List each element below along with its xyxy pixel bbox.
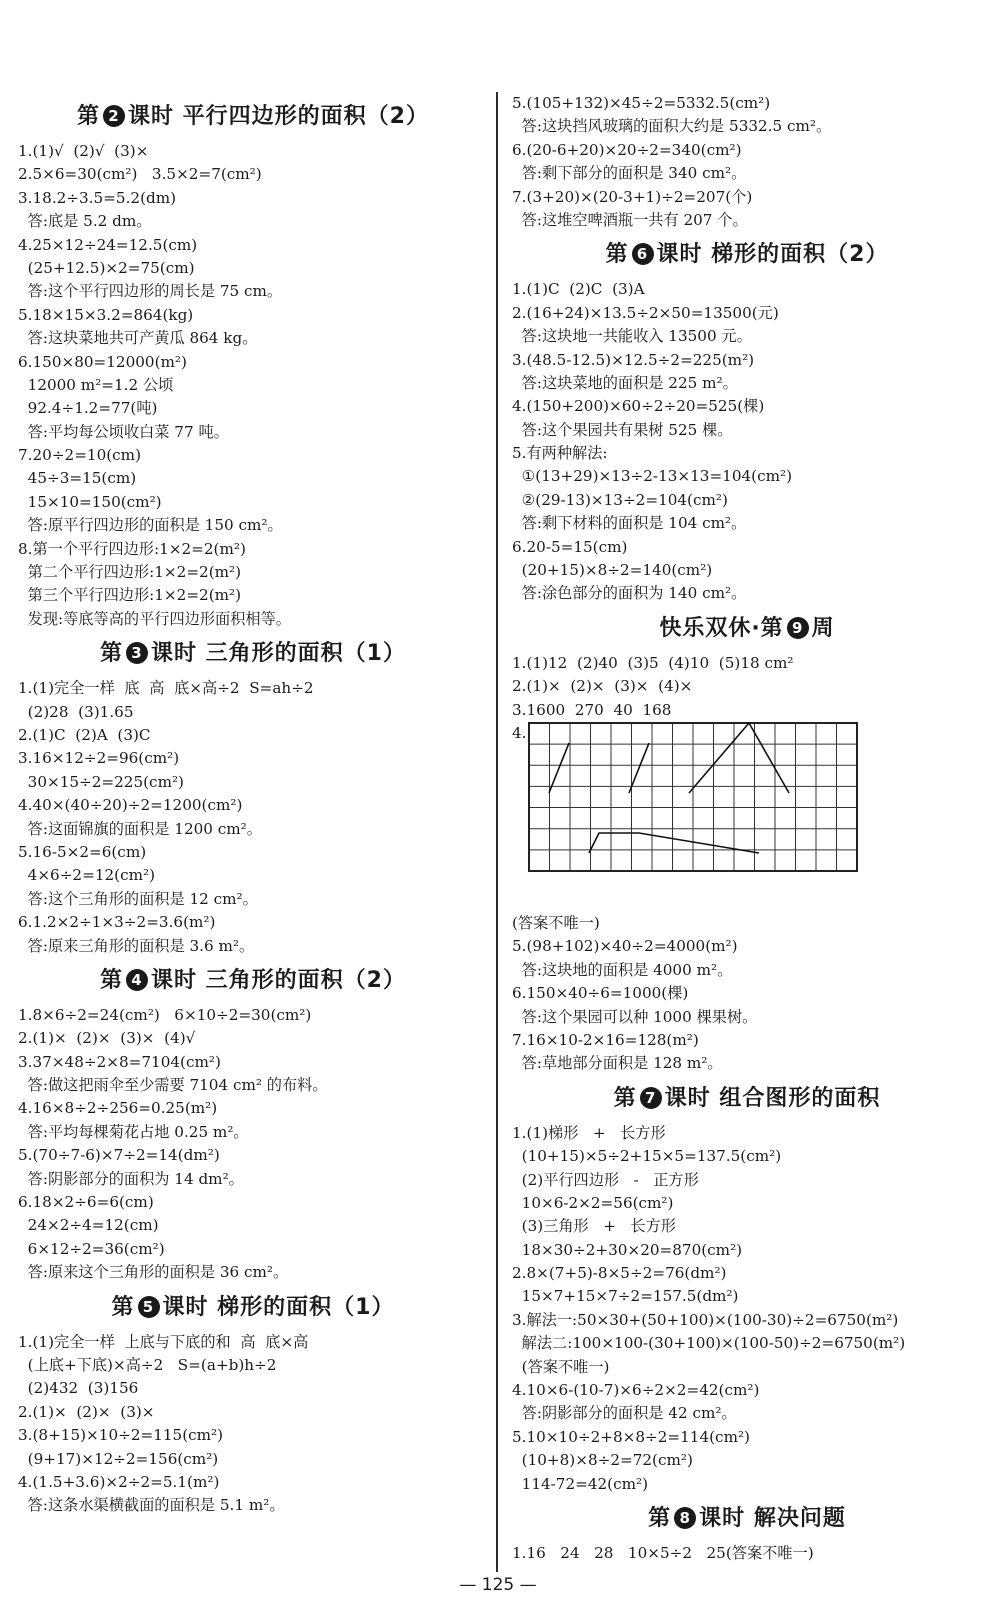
answer-line: 1.(1)√ (2)√ (3)× [18,142,149,160]
answer-line: 答:这个果园共有果树 525 棵。 [512,420,733,439]
answer-line: 2.8×(7+5)-8×5÷2=76(dm²) [512,1264,727,1283]
answer-line: 7.16×10-2×16=128(m²) [512,1030,699,1049]
answer-block [512,652,982,722]
answer-block [512,912,982,1076]
answer-line: 答:这个三角形的面积是 12 cm²。 [18,889,258,908]
section-heading-lesson-6: 第 6 课时 梯形的面积（2） [605,242,889,268]
answer-line: 45÷3=15(cm) [18,469,137,488]
answer-line: 答:原来三角形的面积是 3.6 m²。 [18,936,255,955]
answer-line: 3.解法一:50×30+(50+100)×(100-30)÷2=6750(m²) [512,1310,899,1329]
answer-line: 答:这块菜地的面积是 225 m²。 [512,373,738,392]
answer-line: 5.10×10÷2+8×8÷2=114(cm²) [512,1427,750,1446]
answer-line: 3.(8+15)×10÷2=115(cm²) [18,1426,224,1445]
answer-line: 15×7+15×7÷2=157.5(dm²) [512,1287,739,1306]
answer-line: 4.(1.5+3.6)×2÷2=5.1(m²) [18,1472,220,1491]
answer-line: 答:阴影部分的面积是 42 cm²。 [512,1404,737,1423]
answer-line: 第三个平行四边形:1×2=2(m²) [18,586,242,605]
answer-line: (3)三角形 + 长方形 [512,1217,676,1236]
answer-line: (2)432 (3)156 [18,1379,139,1398]
lesson-number-badge: 2 [103,105,125,127]
section-heading-lesson-4: 第 4 课时 三角形的面积（2） [100,967,406,993]
answer-line: (9+17)×12÷2=156(cm²) [18,1449,219,1468]
answer-line: 答:这堆空啤酒瓶一共有 207 个。 [512,210,748,229]
answer-line: 18×30÷2+30×20=870(cm²) [512,1240,743,1259]
answer-line: 答:草地部分面积是 128 m²。 [512,1054,723,1073]
parallelogram-segment-1 [549,743,569,793]
right-column [512,92,982,1565]
answer-line: (20+15)×8÷2=140(cm²) [512,561,713,580]
answer-line: 4.40×(40÷20)÷2=1200(cm²) [18,796,243,815]
answer-line: 答:剩下材料的面积是 104 cm²。 [512,514,747,533]
answer-line: 答:原平行四边形的面积是 150 cm²。 [18,516,283,535]
answer-line: 答:这个果园可以种 1000 棵果树。 [512,1007,758,1026]
answer-line: 15×10=150(cm²) [18,492,162,511]
answer-block [18,677,488,958]
lesson-number-badge: 6 [632,243,654,265]
section-heading-weekend-9: 快乐双休·第 9 周 [659,615,835,641]
answer-line: ①(13+29)×13÷2-13×13=104(cm²) [512,467,793,486]
answer-line: 5.(105+132)×45÷2=5332.5(cm²) [512,94,771,112]
answer-line: 1.(1)梯形 + 长方形 [512,1123,666,1142]
answer-line: 解法二:100×100-(30+100)×(100-50)÷2=6750(m²) [512,1334,906,1353]
answer-line: 12000 m²=1.2 公顷 [18,375,174,394]
answer-line: 2.(1)× (2)× (3)× [18,1402,155,1421]
answer-line: 答:做这把雨伞至少需要 7104 cm² 的布料。 [18,1076,328,1095]
answer-block [512,1542,982,1565]
answer-line: (答案不唯一) [512,913,600,932]
answer-line: 答:剩下部分的面积是 340 cm²。 [512,164,747,183]
answer-block [18,1331,488,1518]
answer-line: 10×6-2×2=56(cm²) [512,1193,674,1212]
answer-line: 3.16×12÷2=96(cm²) [18,749,180,768]
answer-line: (10+8)×8÷2=72(cm²) [512,1451,693,1470]
answer-line: 7.(3+20)×(20-3+1)÷2=207(个) [512,187,753,206]
answer-line: 5.有两种解法: [512,444,608,463]
answer-line: (上底+下底)×高÷2 S=(a+b)h÷2 [18,1355,277,1374]
answer-line: ②(29-13)×13÷2=104(cm²) [512,490,728,509]
answer-line: 答:底是 5.2 dm。 [18,212,152,231]
answer-line: 答:原来这个三角形的面积是 36 cm²。 [18,1263,289,1282]
answer-line: 5.(98+102)×40÷2=4000(m²) [512,937,738,956]
answer-block [512,1122,982,1496]
answer-line: 4×6÷2=12(cm²) [18,866,155,885]
section-heading-lesson-3: 第 3 课时 三角形的面积（1） [100,641,406,667]
section-heading-lesson-5: 第 5 课时 梯形的面积（1） [111,1294,395,1320]
answer-line: 3.1600 270 40 168 [512,700,672,719]
week-number-badge: 9 [787,617,809,639]
answer-block [512,92,982,232]
answer-block [18,140,488,631]
answer-line: 答:这个平行四边形的周长是 75 cm。 [18,282,283,301]
answer-line: (2)28 (3)1.65 [18,702,134,721]
answer-line: 答:这块挡风玻璃的面积大约是 5332.5 cm²。 [512,117,832,136]
answer-line: 第二个平行四边形:1×2=2(m²) [18,563,242,582]
lesson-number-badge: 7 [640,1087,662,1109]
answer-line: 发现:等底等高的平行四边形面积相等。 [18,609,291,628]
answer-line: 4.10×6-(10-7)×6÷2×2=42(cm²) [512,1381,760,1400]
answer-line: 92.4÷1.2=77(吨) [18,399,158,418]
answer-line: (答案不唯一) [512,1357,610,1376]
answer-line: 1.(1)完全一样 底 高 底×高÷2 S=ah÷2 [18,679,314,698]
answer-line: 6.1.2×2÷1×3÷2=3.6(m²) [18,913,216,932]
answer-line: 7.20÷2=10(cm) [18,446,142,465]
answer-line: 2.5×6=30(cm²) 3.5×2=7(cm²) [18,165,262,184]
answer-line: 3.(48.5-12.5)×12.5÷2=225(m²) [512,350,755,369]
answer-block [512,278,982,605]
answer-line: 2.(1)C (2)A (3)C [18,725,151,744]
answer-line: 6×12÷2=36(cm²) [18,1239,165,1258]
answer-line: 2.(1)× (2)× (3)× (4)× [512,677,693,696]
answer-line: 6.150×80=12000(m²) [18,352,187,371]
answer-line: 6.150×40÷6=1000(棵) [512,984,689,1003]
answer-line: 答:这块地的面积是 4000 m²。 [512,960,733,979]
grid-drawing-answer [512,722,982,912]
answer-line: 2.(1)× (2)× (3)× (4)√ [18,1029,196,1048]
answer-line: 4.16×8÷2÷256=0.25(m²) [18,1099,218,1118]
triangle-shape [689,723,789,793]
grid-figure [528,722,858,902]
section-heading-lesson-8: 第 8 课时 解决问题 [648,1505,846,1531]
answer-line: 6.20-5=15(cm) [512,537,628,556]
answer-line: 114-72=42(cm²) [512,1474,648,1493]
answer-line: 1.16 24 28 10×5÷2 25(答案不唯一) [512,1543,814,1562]
column-divider [496,92,498,1572]
answer-line: (25+12.5)×2=75(cm) [18,258,195,277]
section-heading-lesson-7: 第 7 课时 组合图形的面积 [613,1085,881,1111]
answer-line: (2)平行四边形 - 正方形 [512,1170,699,1189]
answer-line: 答:这块地一共能收入 13500 元。 [512,327,752,346]
lesson-number-badge: 3 [126,642,148,664]
answer-line: 1.8×6÷2=24(cm²) 6×10÷2=30(cm²) [18,1005,312,1024]
answer-line: 1.(1)12 (2)40 (3)5 (4)10 (5)18 cm² [512,653,794,672]
answer-line: 答:阴影部分的面积为 14 dm²。 [18,1169,244,1188]
answer-line: 答:这面锦旗的面积是 1200 cm²。 [18,819,262,838]
answer-line: 答:这条水渠横截面的面积是 5.1 m²。 [18,1496,285,1515]
answer-line: 3.37×48÷2×8=7104(cm²) [18,1052,221,1071]
answer-line: 答:平均每公顷收白菜 77 吨。 [18,422,229,441]
answer-line: 5.16-5×2=6(cm) [18,842,147,861]
answer-line: 4.25×12÷24=12.5(cm) [18,235,198,254]
answer-line: 2.(16+24)×13.5÷2×50=13500(元) [512,303,779,322]
answer-line: 5.18×15×3.2=864(kg) [18,305,194,324]
section-heading-lesson-2: 第 2 课时 平行四边形的面积（2） [77,104,429,129]
left-column [18,94,488,1518]
answer-line: 答:这块菜地共可产黄瓜 864 kg。 [18,329,258,348]
answer-line: 答:平均每棵菊花占地 0.25 m²。 [18,1122,249,1141]
page-number: — 125 — [459,1575,537,1595]
answer-line: 6.18×2÷6=6(cm) [18,1193,154,1212]
answer-line: (10+15)×5÷2+15×5=137.5(cm²) [512,1147,782,1166]
answer-line: 6.(20-6+20)×20÷2=340(cm²) [512,140,742,159]
answer-line: 1.(1)C (2)C (3)A [512,280,645,299]
answer-line: 1.(1)完全一样 上底与下底的和 高 底×高 [18,1332,309,1351]
answer-line: 24×2÷4=12(cm) [18,1216,159,1235]
answer-line: 3.18.2÷3.5=5.2(dm) [18,188,177,207]
answer-line: 5.(70÷7-6)×7÷2=14(dm²) [18,1146,220,1165]
answer-line: 8.第一个平行四边形:1×2=2(m²) [18,539,246,558]
answer-line: 答:涂色部分的面积为 140 cm²。 [512,584,747,603]
question-number: 4. [512,723,527,742]
answer-block [18,1004,488,1285]
lesson-number-badge: 5 [138,1296,160,1318]
lesson-number-badge: 8 [674,1507,696,1529]
answer-line: 4.(150+200)×60÷2÷20=525(棵) [512,397,765,416]
lesson-number-badge: 4 [126,969,148,991]
answer-line: 30×15÷2=225(cm²) [18,772,184,791]
